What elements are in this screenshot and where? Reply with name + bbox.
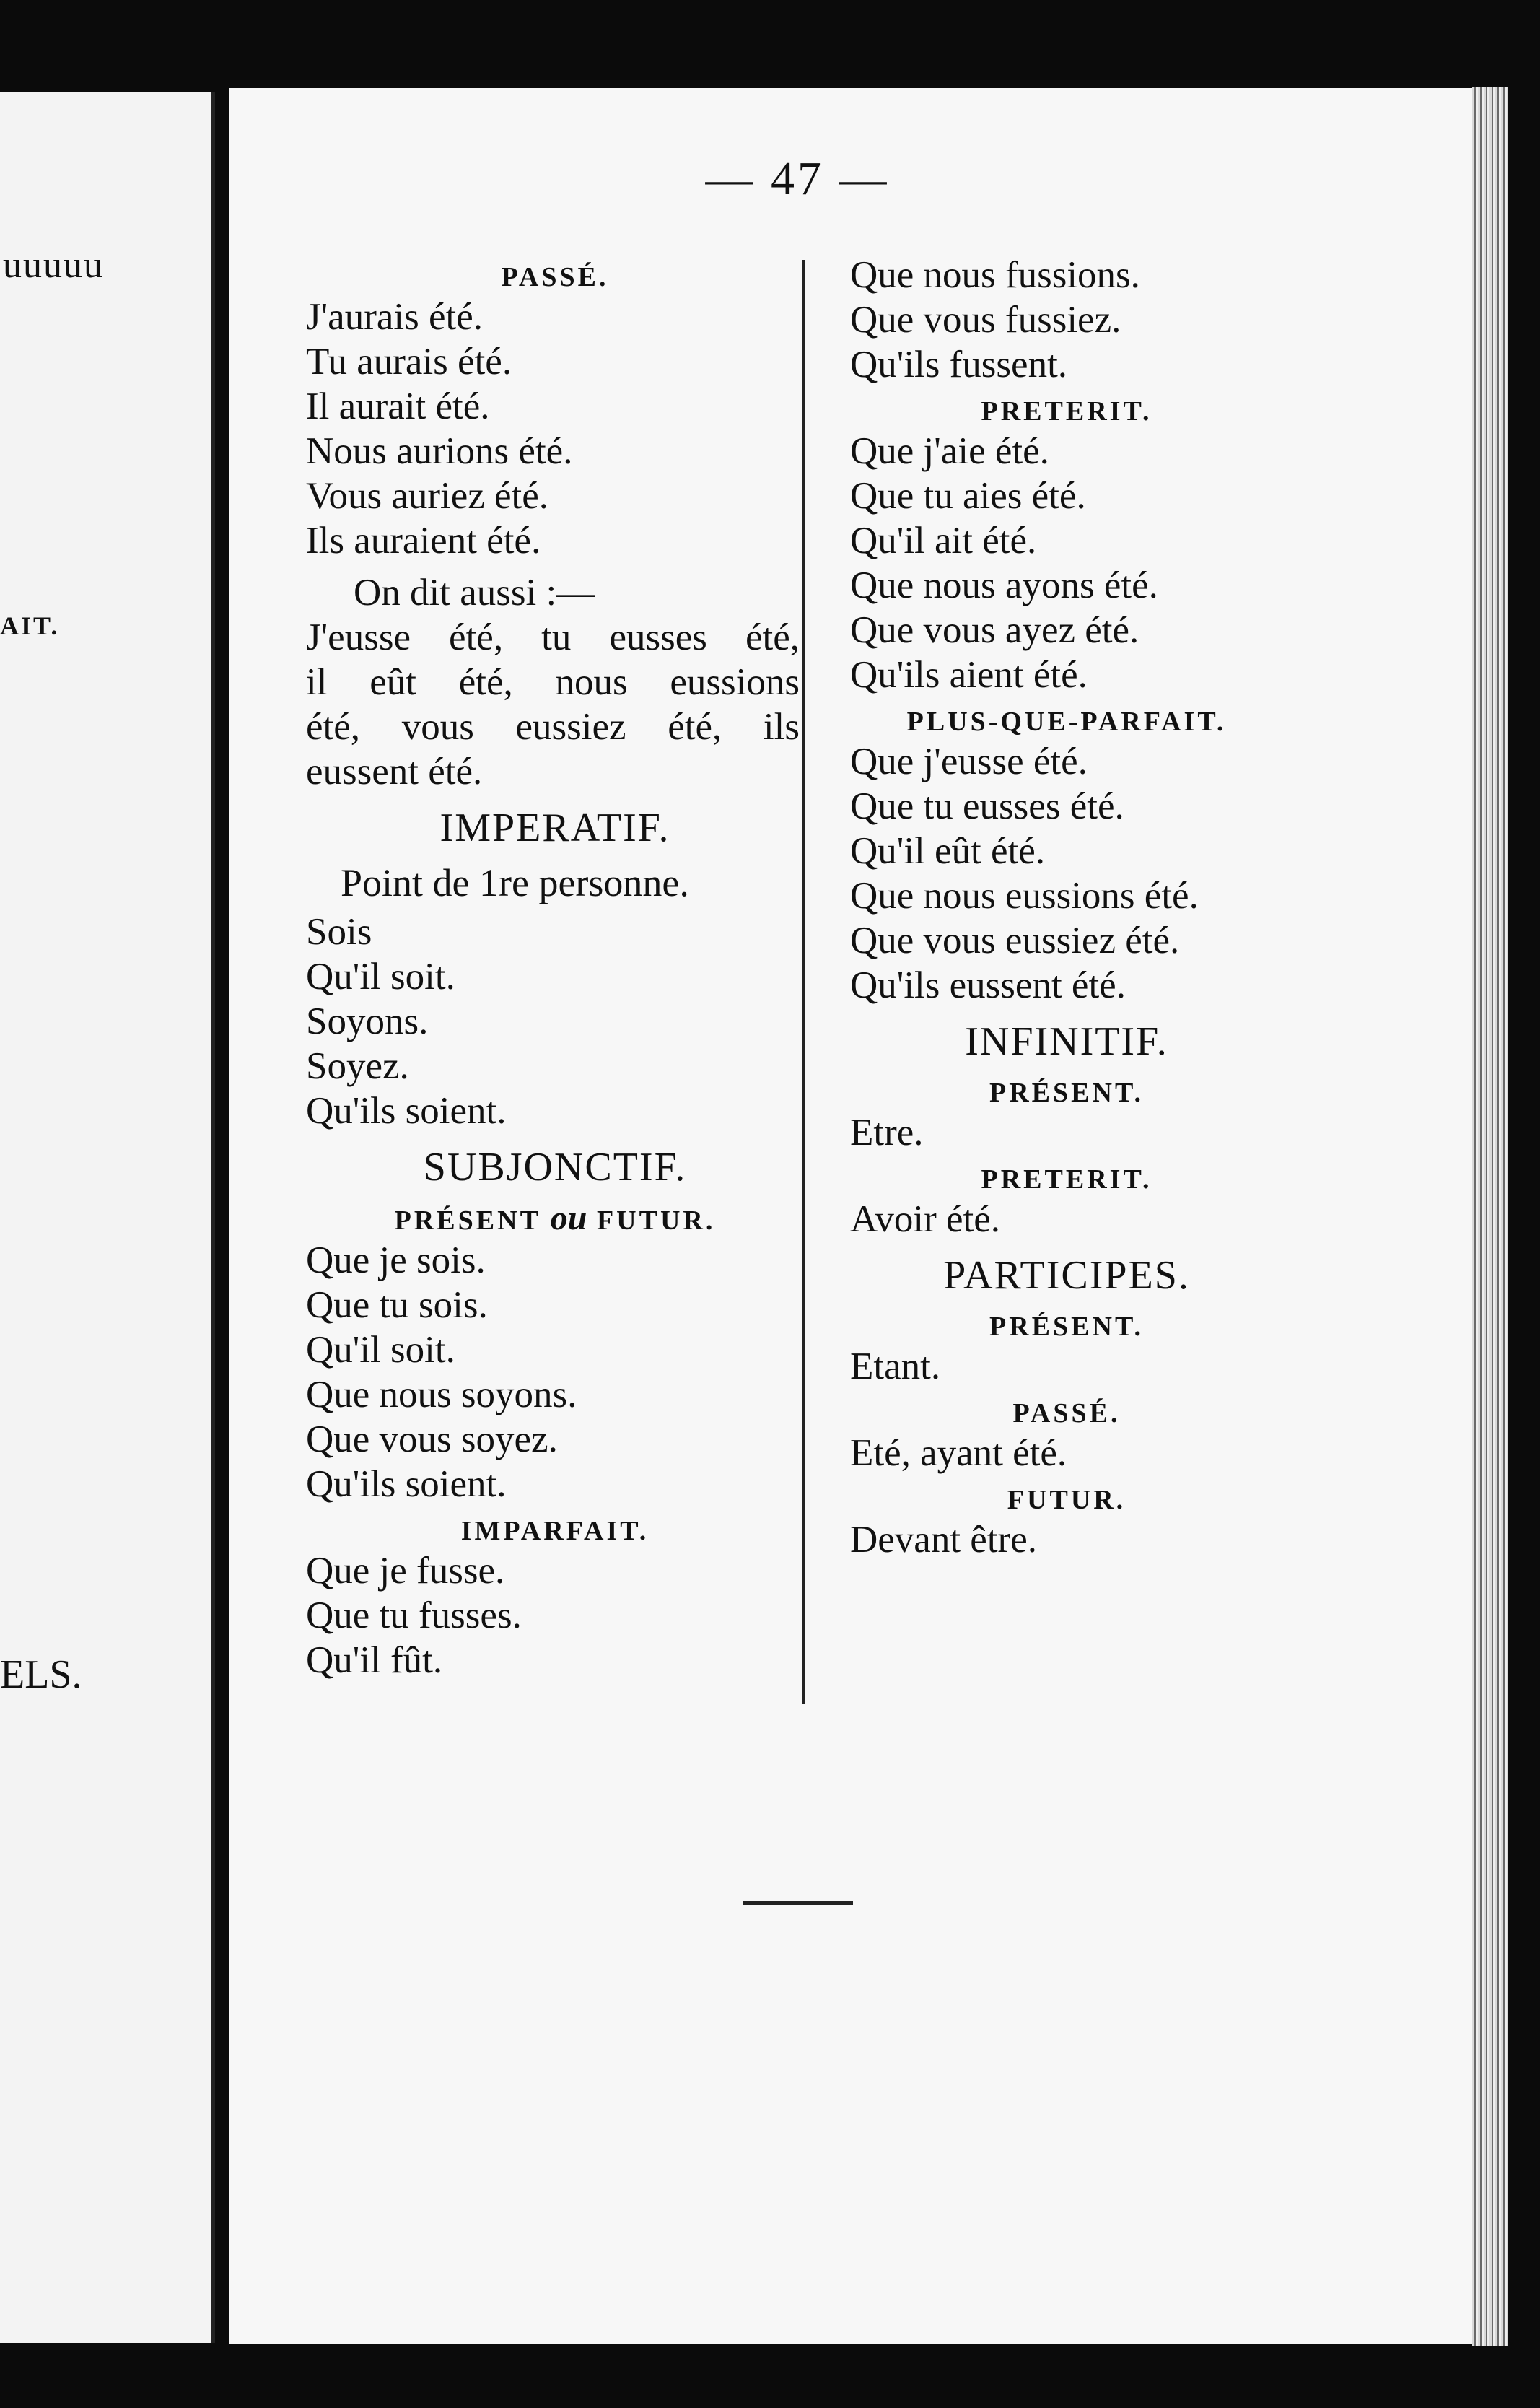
text-line: Soyez. bbox=[306, 1045, 409, 1087]
heading-participes: PARTICIPES. bbox=[943, 1253, 1190, 1298]
text-line: Qu'il fût. bbox=[306, 1639, 443, 1681]
text-line: Eté, ayant été. bbox=[850, 1432, 1067, 1474]
text-line: Avoir été. bbox=[850, 1198, 1000, 1240]
text-line: Qu'il soit. bbox=[306, 1329, 455, 1371]
text-line: Que tu aies été. bbox=[850, 475, 1086, 517]
text-line: Tu aurais été. bbox=[306, 341, 512, 383]
text-line: Qu'ils aient été. bbox=[850, 654, 1088, 696]
end-rule bbox=[743, 1901, 853, 1905]
page-number: — 47 — bbox=[705, 152, 890, 205]
heading-infinitif-preterit: PRETERIT. bbox=[981, 1164, 1152, 1195]
heading-imparfait: IMPARFAIT. bbox=[460, 1516, 649, 1546]
text-line: Qu'ils fussent. bbox=[850, 344, 1068, 385]
text-line: J'aurais été. bbox=[306, 296, 483, 338]
text-line: Il aurait été. bbox=[306, 385, 490, 427]
text-line: Que tu fusses. bbox=[306, 1595, 522, 1636]
heading-infinitif: INFINITIF. bbox=[965, 1019, 1168, 1064]
text-line: Qu'ils eussent été. bbox=[850, 964, 1126, 1006]
left-column bbox=[306, 253, 804, 1683]
heading-futur: FUTUR. bbox=[596, 1205, 716, 1236]
text-line: Que nous fussions. bbox=[850, 254, 1140, 296]
left-page-fragment-ornament: uuuuu bbox=[3, 245, 104, 286]
book-page-edges bbox=[1472, 87, 1508, 2346]
previous-page bbox=[0, 92, 215, 2343]
note-line: il eût été, nous eussions bbox=[306, 661, 800, 703]
text-line: Que vous fussiez. bbox=[850, 299, 1121, 341]
text-line: Que vous soyez. bbox=[306, 1418, 558, 1460]
note-intro: On dit aussi :— bbox=[354, 572, 595, 614]
text-line: Sois bbox=[306, 911, 372, 953]
heading-participes-present: PRÉSENT. bbox=[989, 1312, 1144, 1342]
right-column bbox=[850, 253, 1283, 1562]
text-line: Que je fusse. bbox=[306, 1550, 505, 1592]
text-line: Soyons. bbox=[306, 1000, 429, 1042]
text-line: Que j'eusse été. bbox=[850, 741, 1088, 782]
column-divider bbox=[802, 260, 805, 1704]
text-line: Que nous ayons été. bbox=[850, 564, 1158, 606]
text-line: Que tu eusses été. bbox=[850, 785, 1124, 827]
text-line: Qu'ils soient. bbox=[306, 1090, 507, 1132]
heading-preterit: PRETERIT. bbox=[981, 396, 1152, 427]
text-line: Vous auriez été. bbox=[306, 475, 549, 517]
left-page-fragment-els: ELS. bbox=[0, 1652, 82, 1697]
heading-present-ou-futur bbox=[306, 1201, 804, 1238]
note-line: eussent été. bbox=[306, 751, 483, 793]
text-line: Etre. bbox=[850, 1112, 924, 1153]
heading-infinitif-present: PRÉSENT. bbox=[989, 1078, 1144, 1108]
text-line: Que vous eussiez été. bbox=[850, 920, 1180, 961]
text-line: Etant. bbox=[850, 1345, 941, 1387]
text-line: Que je sois. bbox=[306, 1239, 486, 1281]
text-line: Qu'ils soient. bbox=[306, 1463, 507, 1505]
text-line: Ils auraient été. bbox=[306, 520, 541, 562]
heading-passe: PASSÉ. bbox=[501, 262, 609, 292]
heading-ou: ou bbox=[550, 1199, 587, 1237]
text-line: Que j'aie été. bbox=[850, 430, 1049, 472]
note-line: été, vous eussiez été, ils bbox=[306, 706, 800, 748]
heading-imperatif: IMPERATIF. bbox=[439, 806, 670, 850]
text-line: Qu'il ait été. bbox=[850, 520, 1037, 562]
text-line: Qu'il soit. bbox=[306, 956, 455, 998]
text-line: Devant être. bbox=[850, 1519, 1037, 1561]
text-line: Qu'il eût été. bbox=[850, 830, 1046, 872]
left-page-fragment-ait: AIT. bbox=[0, 611, 60, 640]
text-line: Que vous ayez été. bbox=[850, 609, 1139, 651]
heading-participes-passe: PASSÉ. bbox=[1012, 1398, 1121, 1428]
heading-plus-que-parfait: PLUS-QUE-PARFAIT. bbox=[906, 707, 1227, 737]
text-line: Que nous soyons. bbox=[306, 1374, 577, 1415]
imperatif-subtitle: Point de 1re personne. bbox=[341, 861, 689, 904]
heading-participes-futur: FUTUR. bbox=[1007, 1485, 1126, 1515]
note-line: J'eusse été, tu eusses été, bbox=[306, 616, 800, 658]
text-line: Nous aurions été. bbox=[306, 430, 573, 472]
heading-present: PRÉSENT bbox=[394, 1205, 541, 1236]
heading-subjonctif: SUBJONCTIF. bbox=[423, 1145, 687, 1190]
text-line: Que tu sois. bbox=[306, 1284, 488, 1326]
text-line: Que nous eussions été. bbox=[850, 875, 1199, 917]
